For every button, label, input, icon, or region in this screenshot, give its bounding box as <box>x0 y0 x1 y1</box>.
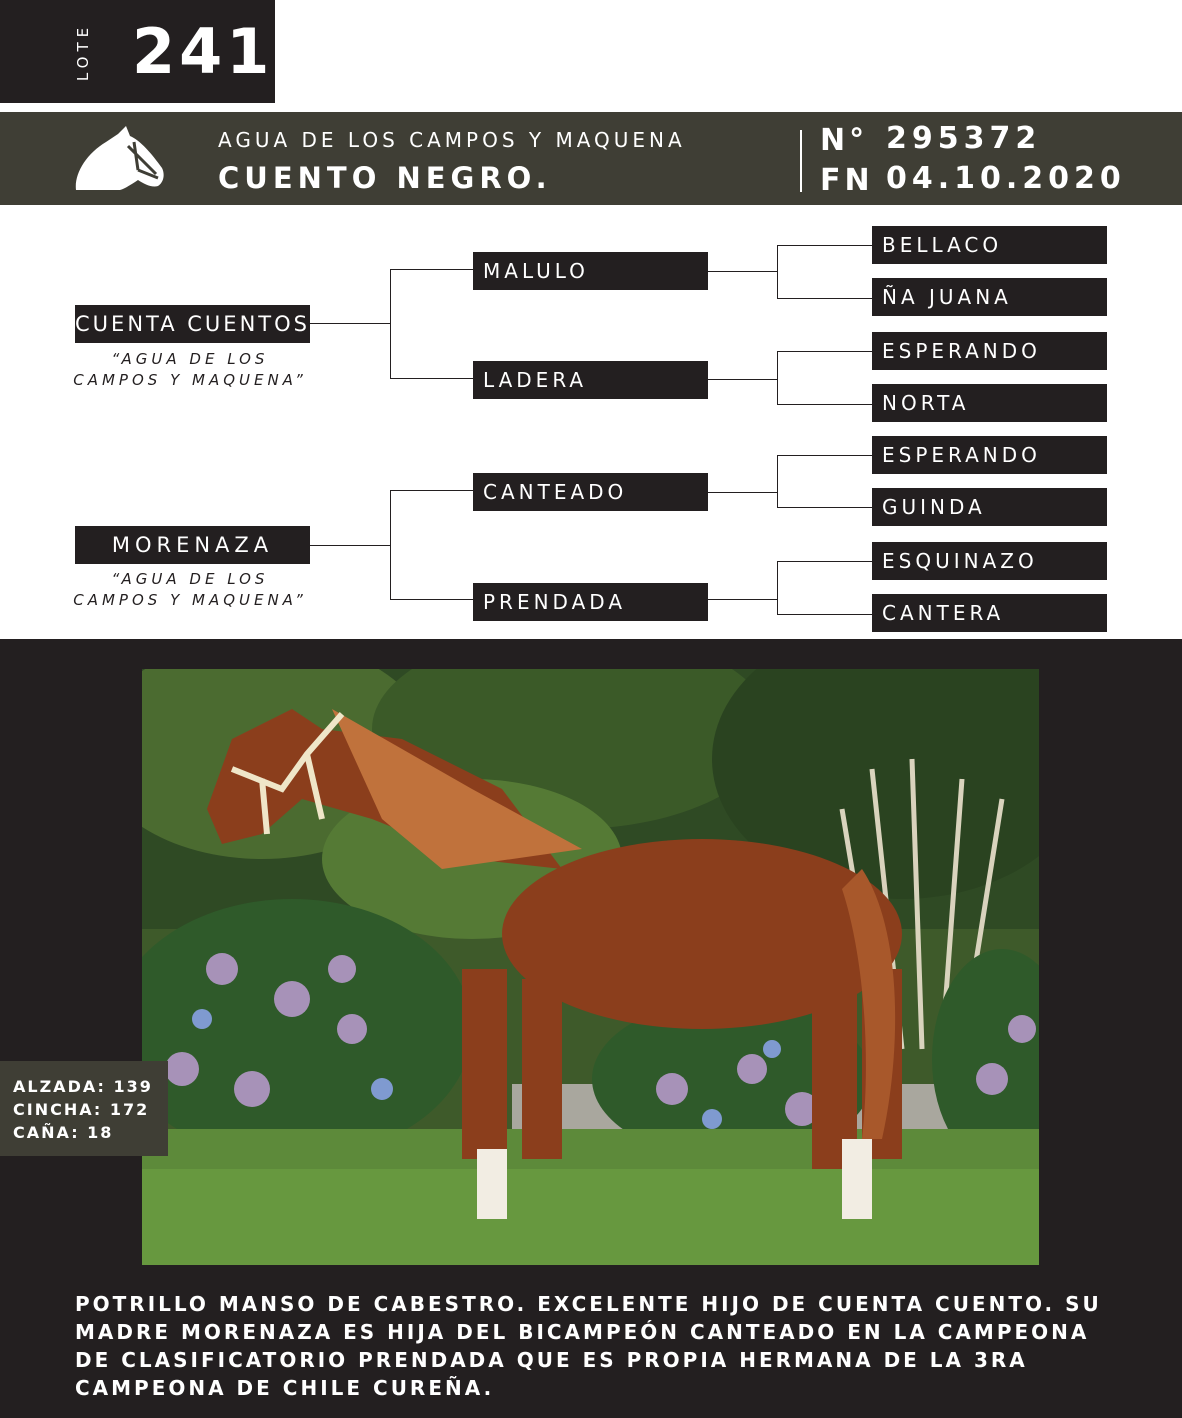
connector-line <box>310 323 391 324</box>
birth-label: FN <box>820 163 874 198</box>
cincha-value: CINCHA: 172 <box>13 1100 150 1119</box>
horse-photo <box>142 669 1039 1265</box>
horse-name: CUENTO NEGRO. <box>218 161 552 195</box>
cana-value: CAÑA: 18 <box>13 1123 114 1142</box>
connector-line <box>390 378 473 379</box>
connector-line <box>777 614 872 615</box>
lot-label-text: LOTE <box>74 22 92 82</box>
connector-line <box>777 245 778 299</box>
lot-label <box>60 10 106 94</box>
sire-breeder-note <box>70 349 310 391</box>
connector-line <box>390 599 473 600</box>
breeder-name: AGUA DE LOS CAMPOS Y MAQUENA <box>218 128 686 152</box>
connector-line <box>777 245 872 246</box>
connector-line <box>777 404 872 405</box>
grandparent-box: LADERA <box>473 361 708 399</box>
connector-line <box>777 298 872 299</box>
grandparent-box: PRENDADA <box>473 583 708 621</box>
great-grandparent-box: CANTERA <box>872 594 1107 632</box>
great-grandparent-box: ESPERANDO <box>872 436 1107 474</box>
great-grandparent-box: GUINDA <box>872 488 1107 526</box>
registry-number: 295372 <box>886 121 1042 156</box>
connector-line <box>708 271 778 272</box>
dam-breeder-note <box>70 569 310 611</box>
sire-breeder-line2: CAMPOS Y MAQUENA” <box>73 371 307 389</box>
connector-line <box>708 599 778 600</box>
connector-line <box>777 507 872 508</box>
connector-line <box>708 379 778 380</box>
great-grandparent-box: ESPERANDO <box>872 332 1107 370</box>
great-grandparent-box: ÑA JUANA <box>872 278 1107 316</box>
sire-box: CUENTA CUENTOS <box>75 305 310 343</box>
connector-line <box>310 545 391 546</box>
connector-line <box>777 561 778 615</box>
horse-head-icon <box>72 124 166 192</box>
connector-line <box>390 490 391 600</box>
great-grandparent-box: BELLACO <box>872 226 1107 264</box>
connector-line <box>390 269 391 379</box>
registry-label: N° <box>820 123 869 158</box>
dam-box: MORENAZA <box>75 526 310 564</box>
birth-date: 04.10.2020 <box>886 161 1126 196</box>
dam-breeder-line1: “AGUA DE LOS <box>111 570 269 588</box>
description-text: POTRILLO MANSO DE CABESTRO. EXCELENTE HIJO DE CUENTA CUENTO. SU MADRE MORENAZA ES HIJA DEL BICAMPEÓN CANTEADO EN LA CAMPEONA DE CLASIFICATORIO PRENDADA QUE ES PROPIA HERMANA DE LA 3RA CAMPEONA DE CHILE CUREÑA. <box>75 1292 1102 1400</box>
great-grandparent-box: NORTA <box>872 384 1107 422</box>
grandparent-box: MALULO <box>473 252 708 290</box>
connector-line <box>390 269 473 270</box>
great-grandparent-box: ESQUINAZO <box>872 542 1107 580</box>
measurements-box <box>0 1061 168 1156</box>
connector-line <box>777 351 778 405</box>
dam-breeder-line2: CAMPOS Y MAQUENA” <box>73 591 307 609</box>
connector-line <box>708 492 778 493</box>
alzada-value: ALZADA: 139 <box>13 1077 153 1096</box>
connector-line <box>390 490 473 491</box>
sire-breeder-line1: “AGUA DE LOS <box>111 350 269 368</box>
connector-line <box>777 455 872 456</box>
connector-line <box>777 455 778 508</box>
connector-line <box>777 561 872 562</box>
connector-line <box>777 351 872 352</box>
grandparent-box: CANTEADO <box>473 473 708 511</box>
lot-number: 241 <box>132 15 274 88</box>
header-divider <box>800 130 802 192</box>
